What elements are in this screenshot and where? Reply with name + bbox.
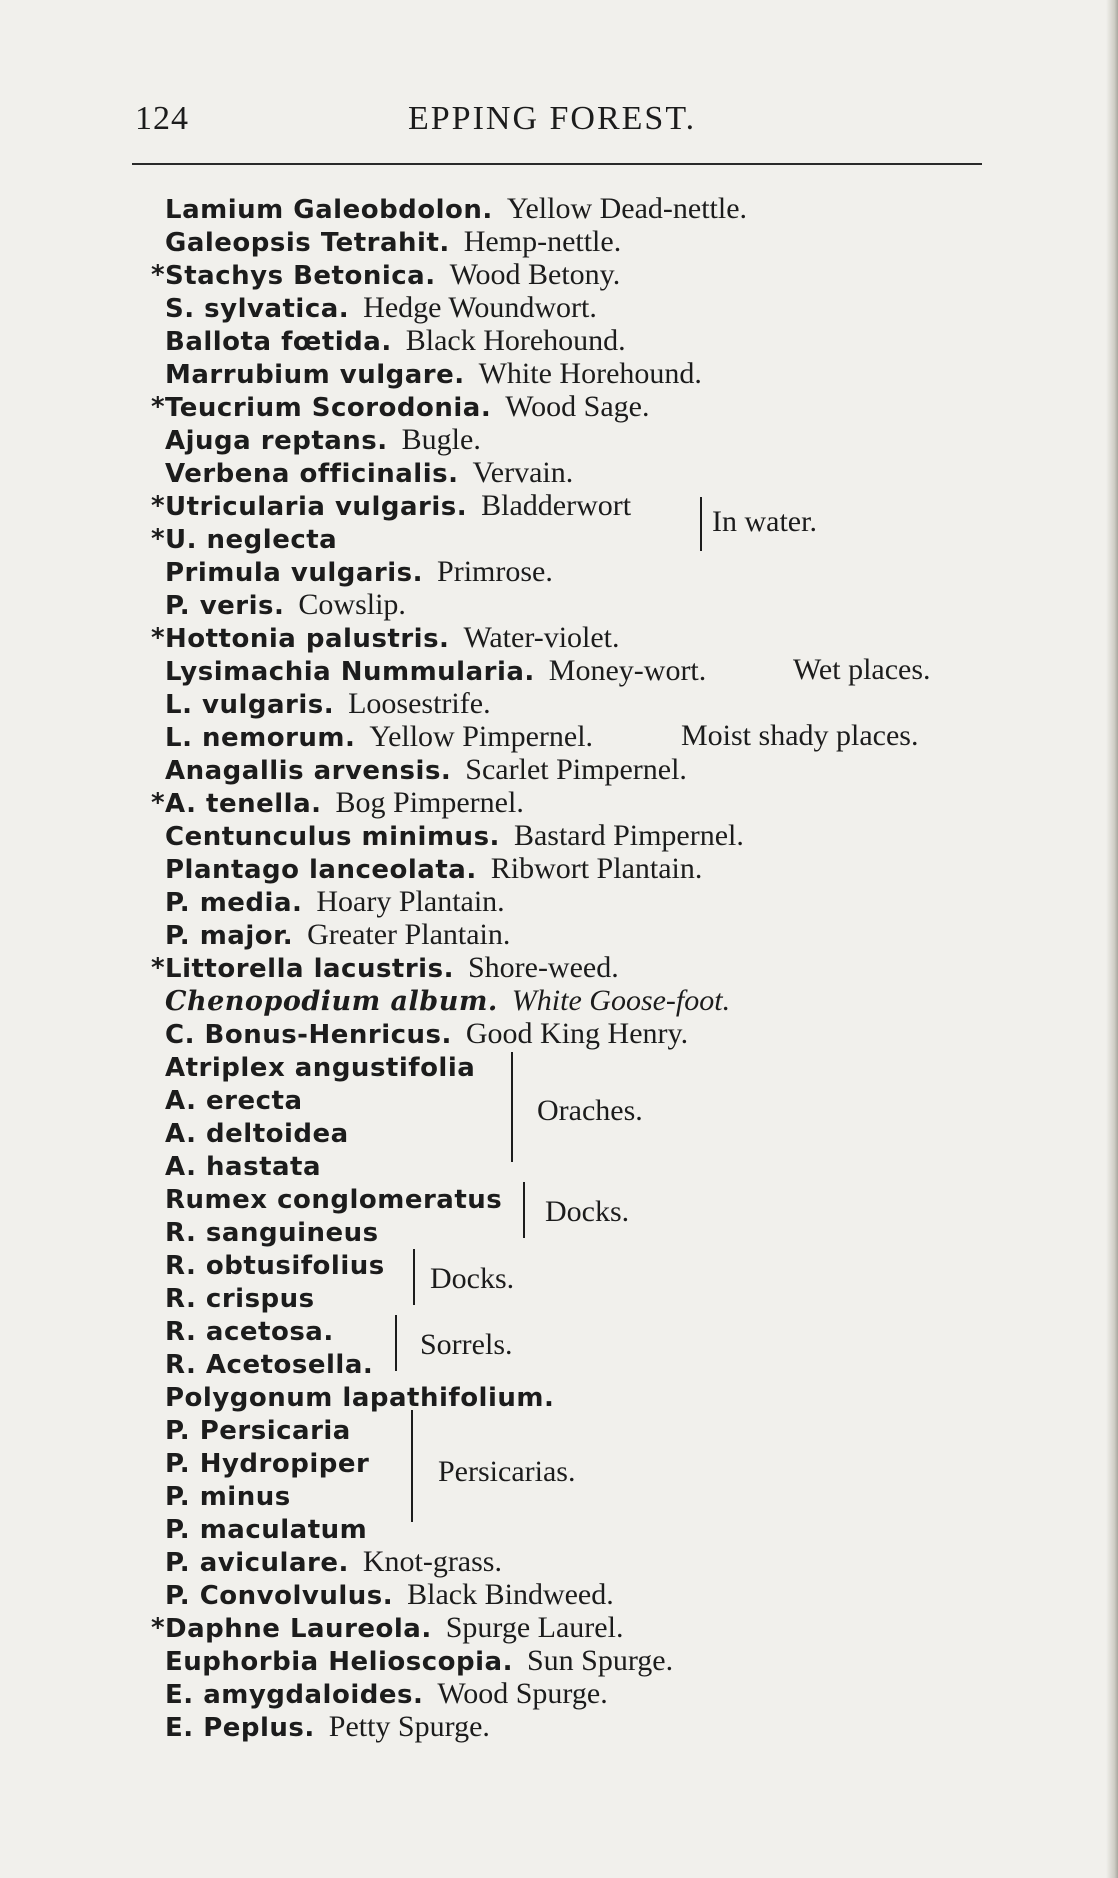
latin-name: Hottonia palustris.	[165, 624, 450, 654]
common-name: Bugle.	[401, 423, 481, 456]
species-entry	[165, 654, 706, 689]
species-entry	[165, 753, 687, 788]
latin-name: Ajuga reptans.	[165, 426, 388, 456]
latin-name: Lamium Galeobdolon.	[165, 195, 493, 225]
latin-name: Plantago lanceolata.	[165, 855, 477, 885]
latin-name: Euphorbia Helioscopia.	[165, 1647, 513, 1677]
species-entry	[165, 291, 597, 326]
latin-name: R. Acetosella.	[165, 1350, 374, 1380]
common-name: Hedge Woundwort.	[363, 291, 597, 324]
latin-name: P. minus	[165, 1482, 291, 1512]
common-name: Ribwort Plantain.	[490, 852, 703, 885]
common-name: Knot-grass.	[362, 1545, 502, 1578]
species-entry	[151, 489, 632, 524]
species-list	[0, 192, 1118, 1752]
latin-name: R. acetosa.	[165, 1317, 334, 1347]
latin-name: E. amygdaloides.	[165, 1680, 424, 1710]
species-entry	[165, 225, 621, 260]
latin-name: L. nemorum.	[165, 723, 356, 753]
latin-name: P. Hydropiper	[165, 1449, 370, 1479]
species-entry	[165, 192, 747, 227]
species-entry	[165, 1677, 608, 1712]
native-marker: *	[151, 623, 165, 653]
latin-name: R. crispus	[165, 1284, 315, 1314]
latin-name: L. vulgaris.	[165, 690, 335, 720]
species-entry	[165, 1149, 321, 1184]
common-name: Petty Spurge.	[328, 1710, 490, 1743]
latin-name: A. hastata	[165, 1152, 322, 1182]
running-title: EPPING FOREST.	[408, 100, 697, 137]
latin-name: Ballota fœtida.	[165, 327, 392, 357]
brace-in-water	[692, 497, 702, 551]
species-entry	[165, 918, 510, 953]
brace-docks-1	[515, 1182, 525, 1238]
latin-name: Verbena officinalis.	[165, 459, 459, 489]
species-entry	[165, 1215, 379, 1250]
species-entry	[165, 1281, 315, 1316]
brace-oraches	[503, 1052, 513, 1162]
latin-name: P. maculatum	[165, 1515, 368, 1545]
species-entry	[165, 984, 730, 1019]
species-entry	[151, 522, 338, 557]
common-name: Black Horehound.	[405, 324, 626, 357]
label-docks-1: Docks.	[545, 1195, 630, 1228]
label-oraches: Oraches.	[537, 1094, 643, 1127]
species-entry	[165, 1710, 490, 1745]
species-entry	[165, 1644, 673, 1679]
common-name: Spurge Laurel.	[445, 1611, 624, 1644]
species-entry	[151, 621, 620, 656]
label-docks-2: Docks.	[430, 1262, 515, 1295]
label-persicarias: Persicarias.	[438, 1455, 576, 1488]
common-name: White Goose-foot.	[511, 984, 731, 1017]
species-entry	[165, 852, 702, 887]
latin-name: Utricularia vulgaris.	[165, 492, 468, 522]
species-entry	[151, 258, 621, 293]
common-name: Good King Henry.	[465, 1017, 689, 1050]
latin-name: R. obtusifolius	[165, 1251, 385, 1281]
habitat-in-water: In water.	[712, 505, 817, 538]
common-name: Greater Plantain.	[307, 918, 511, 951]
latin-name: Rumex conglomeratus	[165, 1185, 503, 1215]
species-entry	[165, 1050, 475, 1085]
native-marker: *	[151, 524, 165, 554]
species-entry	[165, 456, 573, 491]
label-sorrels: Sorrels.	[420, 1328, 513, 1361]
brace-sorrels	[387, 1315, 397, 1371]
latin-name: Anagallis arvensis.	[165, 756, 452, 786]
common-name: Sun Spurge.	[526, 1644, 674, 1677]
habitat-wet-places: Wet places.	[793, 653, 931, 686]
latin-name: Primula vulgaris.	[165, 558, 424, 588]
latin-name: Polygonum lapathifolium.	[165, 1383, 555, 1413]
latin-name: Marrubium vulgare.	[165, 360, 465, 390]
species-entry	[165, 1248, 385, 1283]
page-number: 124	[135, 100, 189, 137]
native-marker: *	[151, 788, 165, 818]
latin-name: P. major.	[165, 921, 294, 951]
common-name: Bog Pimpernel.	[335, 786, 524, 819]
page-header	[0, 100, 1118, 150]
brace-docks-2	[405, 1249, 415, 1305]
latin-name: Chenopodium album.	[165, 986, 498, 1017]
species-entry	[165, 819, 744, 854]
common-name: Loosestrife.	[348, 687, 491, 720]
common-name: Vervain.	[472, 456, 574, 489]
common-name: Money-wort.	[548, 654, 707, 687]
species-entry	[165, 885, 505, 920]
common-name: Bladderwort	[481, 489, 632, 522]
latin-name: A. tenella.	[165, 789, 322, 819]
species-entry	[165, 687, 491, 722]
species-entry	[165, 1512, 367, 1547]
species-entry	[165, 1446, 369, 1481]
brace-persicarias	[403, 1410, 413, 1522]
species-entry	[165, 324, 626, 359]
latin-name: S. sylvatica.	[165, 294, 350, 324]
native-marker: *	[151, 1613, 165, 1643]
latin-name: U. neglecta	[165, 525, 338, 555]
species-entry	[165, 1545, 502, 1580]
common-name: Black Bindweed.	[407, 1578, 614, 1611]
species-entry	[151, 390, 650, 425]
species-entry	[165, 1116, 349, 1151]
latin-name: A. erecta	[165, 1086, 303, 1116]
species-entry	[165, 720, 593, 755]
species-entry	[165, 1314, 334, 1349]
species-entry	[165, 1182, 502, 1217]
latin-name: C. Bonus-Henricus.	[165, 1020, 452, 1050]
species-entry	[165, 1578, 614, 1613]
latin-name: A. deltoidea	[165, 1119, 349, 1149]
common-name: Hoary Plantain.	[316, 885, 505, 918]
common-name: Wood Sage.	[505, 390, 650, 423]
common-name: Water-violet.	[463, 621, 620, 654]
species-entry	[165, 423, 481, 458]
latin-name: Stachys Betonica.	[165, 261, 436, 291]
native-marker: *	[151, 491, 165, 521]
latin-name: Centunculus minimus.	[165, 822, 500, 852]
species-entry	[151, 786, 524, 821]
latin-name: Daphne Laureola.	[165, 1614, 432, 1644]
common-name: Yellow Dead-nettle.	[506, 192, 748, 225]
common-name: Bastard Pimpernel.	[513, 819, 744, 852]
native-marker: *	[151, 953, 165, 983]
latin-name: Littorella lacustris.	[165, 954, 454, 984]
latin-name: R. sanguineus	[165, 1218, 379, 1248]
species-entry	[165, 588, 406, 623]
common-name: White Horehound.	[478, 357, 702, 390]
species-entry	[165, 1413, 351, 1448]
species-entry	[165, 1479, 291, 1514]
common-name: Primrose.	[437, 555, 553, 588]
latin-name: Galeopsis Tetrahit.	[165, 228, 450, 258]
species-entry	[165, 1380, 554, 1415]
species-entry	[165, 1347, 373, 1382]
common-name: Shore-weed.	[467, 951, 619, 984]
habitat-moist-shady: Moist shady places.	[681, 719, 919, 752]
common-name: Wood Spurge.	[437, 1677, 608, 1710]
header-rule	[132, 163, 982, 165]
common-name: Yellow Pimpernel.	[369, 720, 594, 753]
species-entry	[151, 951, 619, 986]
common-name: Wood Betony.	[449, 258, 621, 291]
latin-name: Teucrium Scorodonia.	[165, 393, 492, 423]
species-entry	[165, 1017, 688, 1052]
latin-name: Atriplex angustifolia	[165, 1053, 476, 1083]
latin-name: E. Peplus.	[165, 1713, 315, 1743]
species-entry	[151, 1611, 624, 1646]
latin-name: P. media.	[165, 888, 303, 918]
latin-name: P. Persicaria	[165, 1416, 351, 1446]
common-name: Scarlet Pimpernel.	[465, 753, 687, 786]
species-entry	[165, 1083, 303, 1118]
species-entry	[165, 555, 553, 590]
latin-name: P. aviculare.	[165, 1548, 349, 1578]
common-name: Hemp-nettle.	[463, 225, 622, 258]
native-marker: *	[151, 392, 165, 422]
latin-name: P. veris.	[165, 591, 285, 621]
latin-name: Lysimachia Nummularia.	[165, 657, 535, 687]
common-name: Cowslip.	[298, 588, 406, 621]
latin-name: P. Convolvulus.	[165, 1581, 394, 1611]
species-entry	[165, 357, 702, 392]
native-marker: *	[151, 260, 165, 290]
